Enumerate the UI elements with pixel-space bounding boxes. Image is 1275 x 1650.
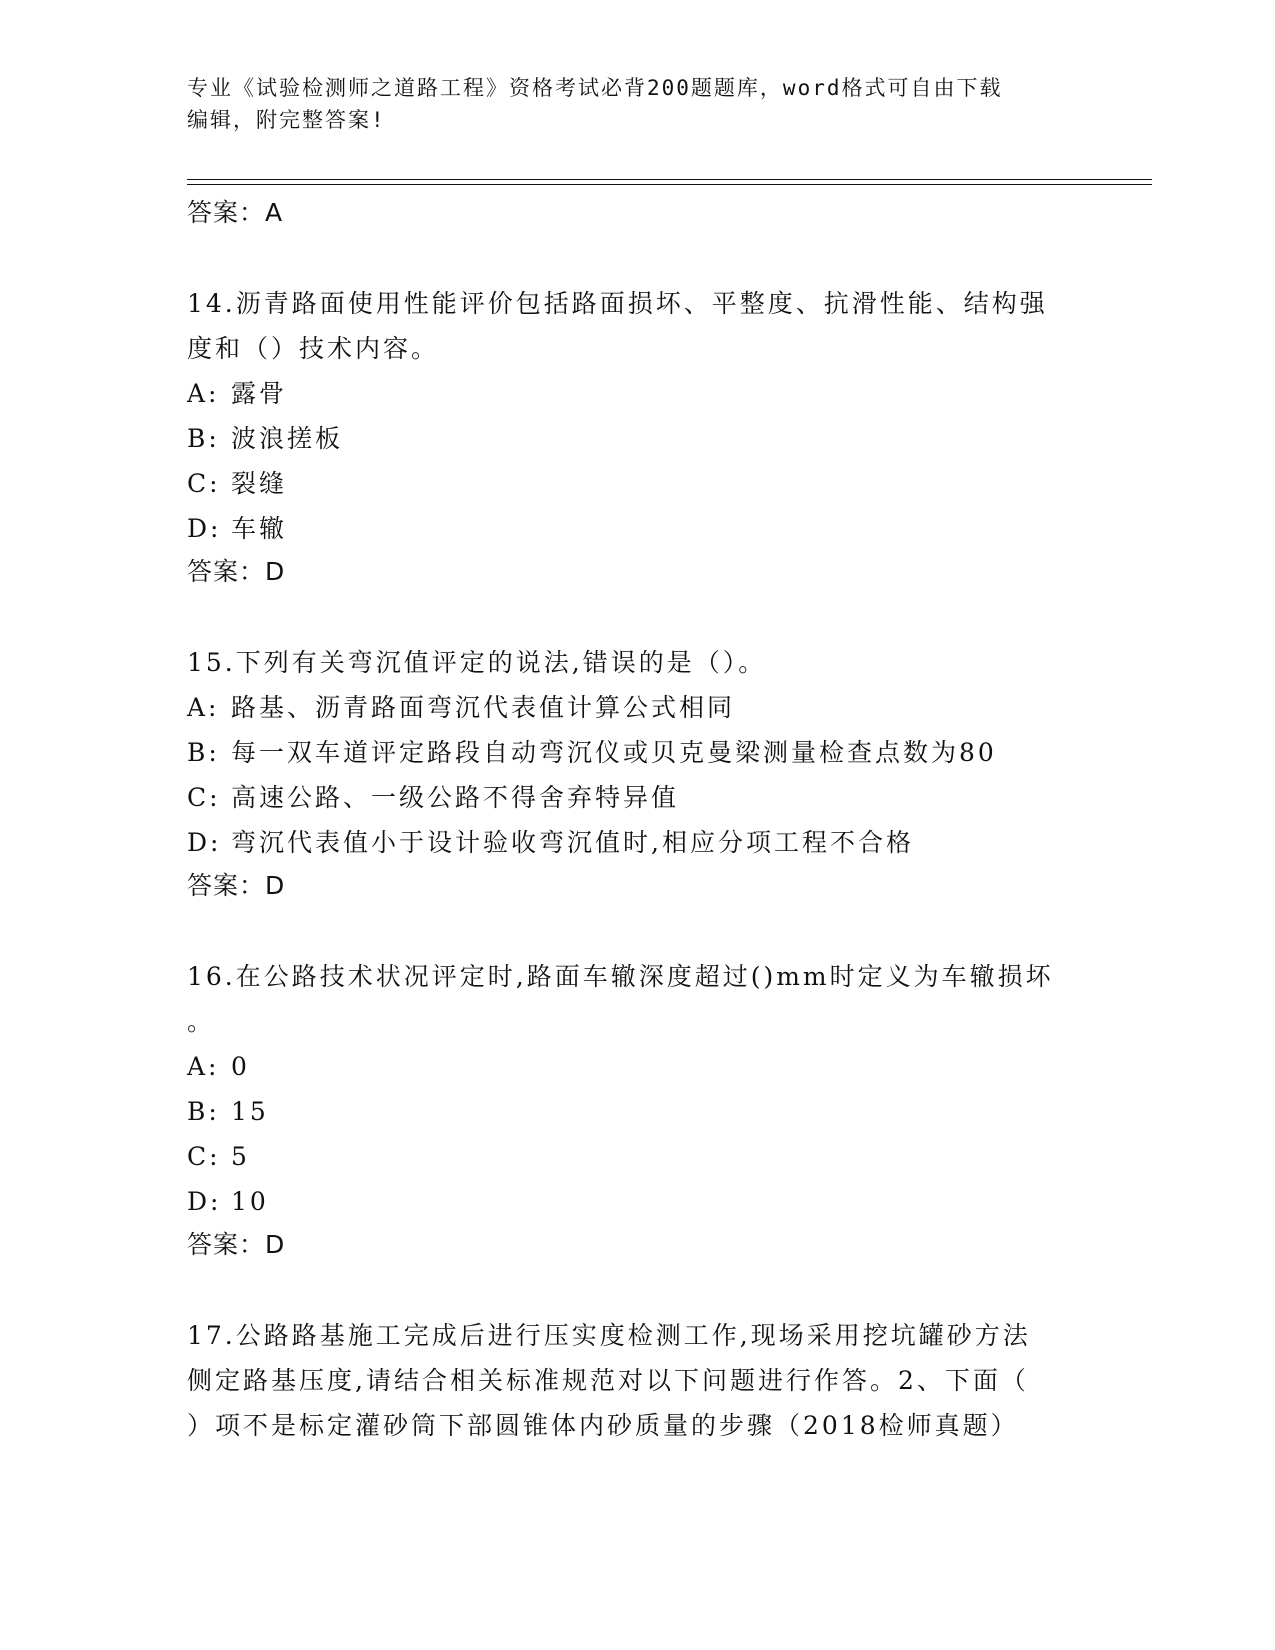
option-key: B: — [187, 424, 220, 453]
option-d — [187, 506, 1087, 551]
option-key: D: — [187, 828, 222, 857]
question-list — [187, 190, 1087, 1448]
question-text-line: 度和（）技术内容。 — [187, 334, 440, 363]
option-c — [187, 775, 1087, 820]
option-d — [187, 820, 1087, 865]
answer: 答案：D — [187, 871, 286, 900]
option-text: 裂缝 — [231, 469, 288, 498]
question-text-line: 17.公路路基施工完成后进行压实度检测工作,现场采用挖坑罐砂方法 — [187, 1321, 1031, 1350]
option-text: 5 — [231, 1142, 250, 1171]
spacer — [187, 592, 1087, 640]
header-line-1: 专业《试验检测师之道路工程》资格考试必背200题题库，word格式可自由下载 — [187, 76, 1003, 100]
option-key: D: — [187, 514, 222, 543]
option-text: 露骨 — [231, 379, 288, 408]
question-text-line: 侧定路基压度,请结合相关标准规范对以下问题进行作答。2、下面（ — [187, 1366, 1029, 1395]
option-text: 高速公路、一级公路不得舍弃特异值 — [231, 783, 680, 812]
option-key: B: — [187, 1097, 220, 1126]
option-text: 15 — [231, 1097, 269, 1126]
option-text: 路基、沥青路面弯沉代表值计算公式相同 — [231, 693, 736, 722]
option-text: 10 — [231, 1187, 269, 1216]
spacer — [187, 233, 1087, 281]
document-header — [187, 72, 1067, 136]
question-text-line: 16.在公路技术状况评定时,路面车辙深度超过()mm时定义为车辙损坏 — [187, 962, 1054, 991]
option-b — [187, 1089, 1087, 1134]
option-key: C: — [187, 1142, 221, 1171]
option-key: D: — [187, 1187, 222, 1216]
option-key: B: — [187, 738, 220, 767]
option-d — [187, 1179, 1087, 1224]
option-key: A: — [187, 1052, 220, 1081]
question-text-line: 14.沥青路面使用性能评价包括路面损坏、平整度、抗滑性能、结构强 — [187, 289, 1048, 318]
header-divider-top — [187, 179, 1152, 180]
spacer — [187, 1265, 1087, 1313]
option-text: 0 — [231, 1052, 250, 1081]
option-key: C: — [187, 469, 221, 498]
question-14 — [187, 281, 1087, 592]
option-key: C: — [187, 783, 221, 812]
header-divider-bottom — [187, 184, 1152, 185]
question-17 — [187, 1313, 1087, 1448]
option-text: 弯沉代表值小于设计验收弯沉值时,相应分项工程不合格 — [231, 828, 914, 857]
option-a — [187, 685, 1087, 730]
option-key: A: — [187, 379, 220, 408]
header-line-2: 编辑，附完整答案! — [187, 108, 386, 132]
answer: 答案：D — [187, 1230, 286, 1259]
question-16 — [187, 954, 1087, 1265]
question-text-line: 。 — [187, 1007, 216, 1036]
option-b — [187, 416, 1087, 461]
question-text-line: ）项不是标定灌砂筒下部圆锥体内砂质量的步骤（2018检师真题） — [187, 1411, 1019, 1440]
option-a — [187, 1044, 1087, 1089]
question-15 — [187, 640, 1087, 906]
option-key: A: — [187, 693, 220, 722]
previous-answer: 答案：A — [187, 198, 284, 227]
option-a — [187, 371, 1087, 416]
option-text: 波浪搓板 — [231, 424, 344, 453]
option-b — [187, 730, 1087, 775]
question-text-line: 15.下列有关弯沉值评定的说法,错误的是（）。 — [187, 648, 767, 677]
option-text: 每一双车道评定路段自动弯沉仪或贝克曼梁测量检查点数为80 — [231, 738, 997, 767]
option-c — [187, 461, 1087, 506]
option-c — [187, 1134, 1087, 1179]
option-text: 车辙 — [231, 514, 288, 543]
spacer — [187, 906, 1087, 954]
answer: 答案：D — [187, 557, 286, 586]
